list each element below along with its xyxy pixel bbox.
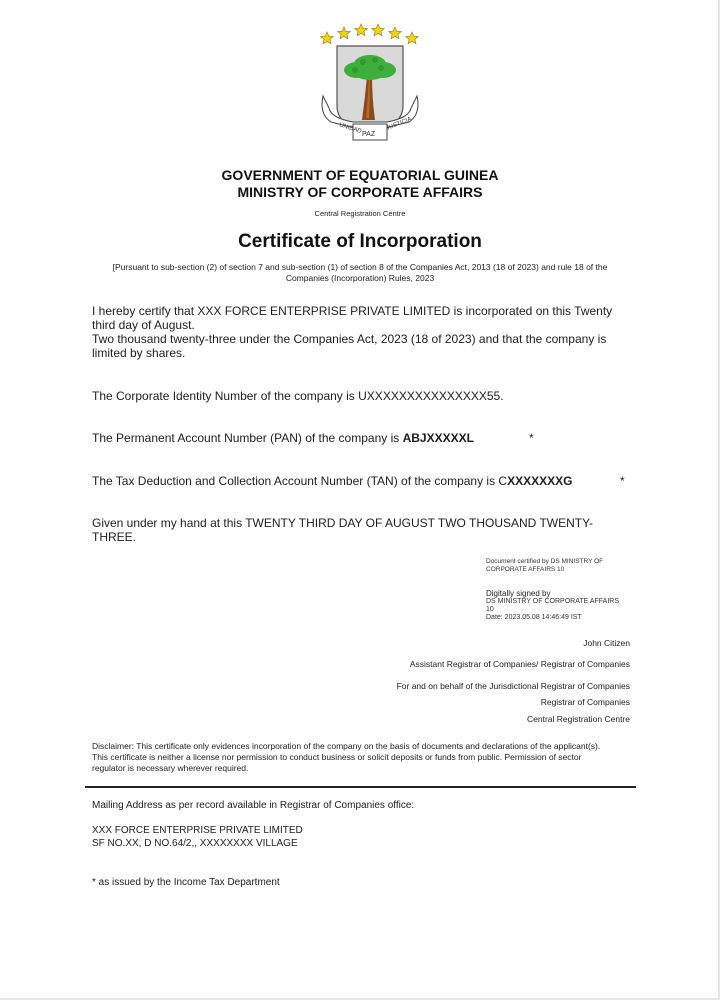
tan-value-first: C — [498, 474, 508, 488]
pan-statement — [92, 431, 474, 445]
government-heading: GOVERNMENT OF EQUATORIAL GUINEA — [221, 167, 499, 183]
digitally-signed-by: DS MINISTRY OF CORPORATE AFFAIRS 10 — [486, 598, 620, 613]
tan-value: XXXXXXXG — [507, 474, 573, 488]
cin-label: The Corporate Identity Number of the company is — [92, 389, 359, 403]
cin-statement — [92, 389, 504, 403]
digitally-signed-label: Digitally signed by — [486, 589, 551, 598]
pursuant-statement: [Pursuant to sub-section (2) of section 7 and sub-section (1) of section 8 of the Companies Act, 2013 (18 of 2023) and rule 18 of the Companies (Incorporation) Rules, 2023 — [112, 262, 608, 283]
section-divider — [85, 786, 636, 788]
signatory-designation: Assistant Registrar of Companies/ Registrar of Companies — [409, 659, 630, 669]
certify-line-1: I hereby certify that XXX FORCE ENTERPRISE PRIVATE LIMITED is incorporated on this Twenty third day of August. — [92, 304, 613, 332]
document-certified-note: Document certified by DS MINISTRY OF CORPORATE AFFAIRS 10 — [486, 558, 604, 573]
certify-paragraph — [92, 304, 637, 360]
tan-statement — [92, 474, 572, 488]
pan-value: ABJXXXXXL — [402, 431, 474, 445]
signatory-on-behalf: For and on behalf of the Jurisdictional Registrar of Companies — [396, 681, 630, 691]
signatory-registrar: Registrar of Companies — [540, 697, 630, 707]
signatory-centre: Central Registration Centre — [527, 714, 630, 724]
digital-signature-block — [486, 589, 626, 622]
signature-date: Date: 2023.05.08 14:46:49 IST — [486, 614, 582, 621]
mailing-address-line-2: SF NO.XX, D NO.64/2,, XXXXXXXX VILLAGE — [92, 838, 298, 849]
svg-text:JUSTICIA: JUSTICIA — [385, 116, 413, 132]
pan-footnote-marker: * — [529, 431, 534, 445]
certify-line-2: Two thousand twenty-three under the Companies Act, 2023 (18 of 2023) and that the company is limited by shares. — [92, 332, 607, 360]
tan-label: The Tax Deduction and Collection Account Number (TAN) of the company is — [92, 474, 499, 488]
footnote-text: * as issued by the Income Tax Department — [92, 877, 280, 888]
cin-value: UXXXXXXXXXXXXXXX55. — [358, 389, 504, 403]
mailing-address-label: Mailing Address as per record available in Registrar of Companies office: — [92, 800, 415, 811]
coat-of-arms-icon — [315, 18, 425, 153]
tan-footnote-marker: * — [620, 474, 625, 488]
svg-text:UNIDAD: UNIDAD — [338, 122, 363, 136]
certificate-title: Certificate of Incorporation — [238, 231, 482, 252]
svg-text:PAZ: PAZ — [362, 131, 376, 138]
ministry-heading: MINISTRY OF CORPORATE AFFAIRS — [237, 184, 483, 200]
disclaimer-text: Disclaimer: This certificate only evidences incorporation of the company on the basis of documents and declarations of the applicant(s). This certificate is neither a license nor permission to conduct business or solicit deposits or funds from public. Permission of sector regulator is necessary wherever required. — [92, 741, 601, 773]
centre-subheading: Central Registration Centre — [314, 209, 406, 218]
mailing-address-line-1: XXX FORCE ENTERPRISE PRIVATE LIMITED — [92, 825, 303, 836]
given-under-hand-statement: Given under my hand at this TWENTY THIRD DAY OF AUGUST TWO THOUSAND TWENTY-THREE. — [92, 516, 594, 544]
signatory-name: John Citizen — [583, 638, 630, 648]
pan-label: The Permanent Account Number (PAN) of the company is — [92, 431, 403, 445]
